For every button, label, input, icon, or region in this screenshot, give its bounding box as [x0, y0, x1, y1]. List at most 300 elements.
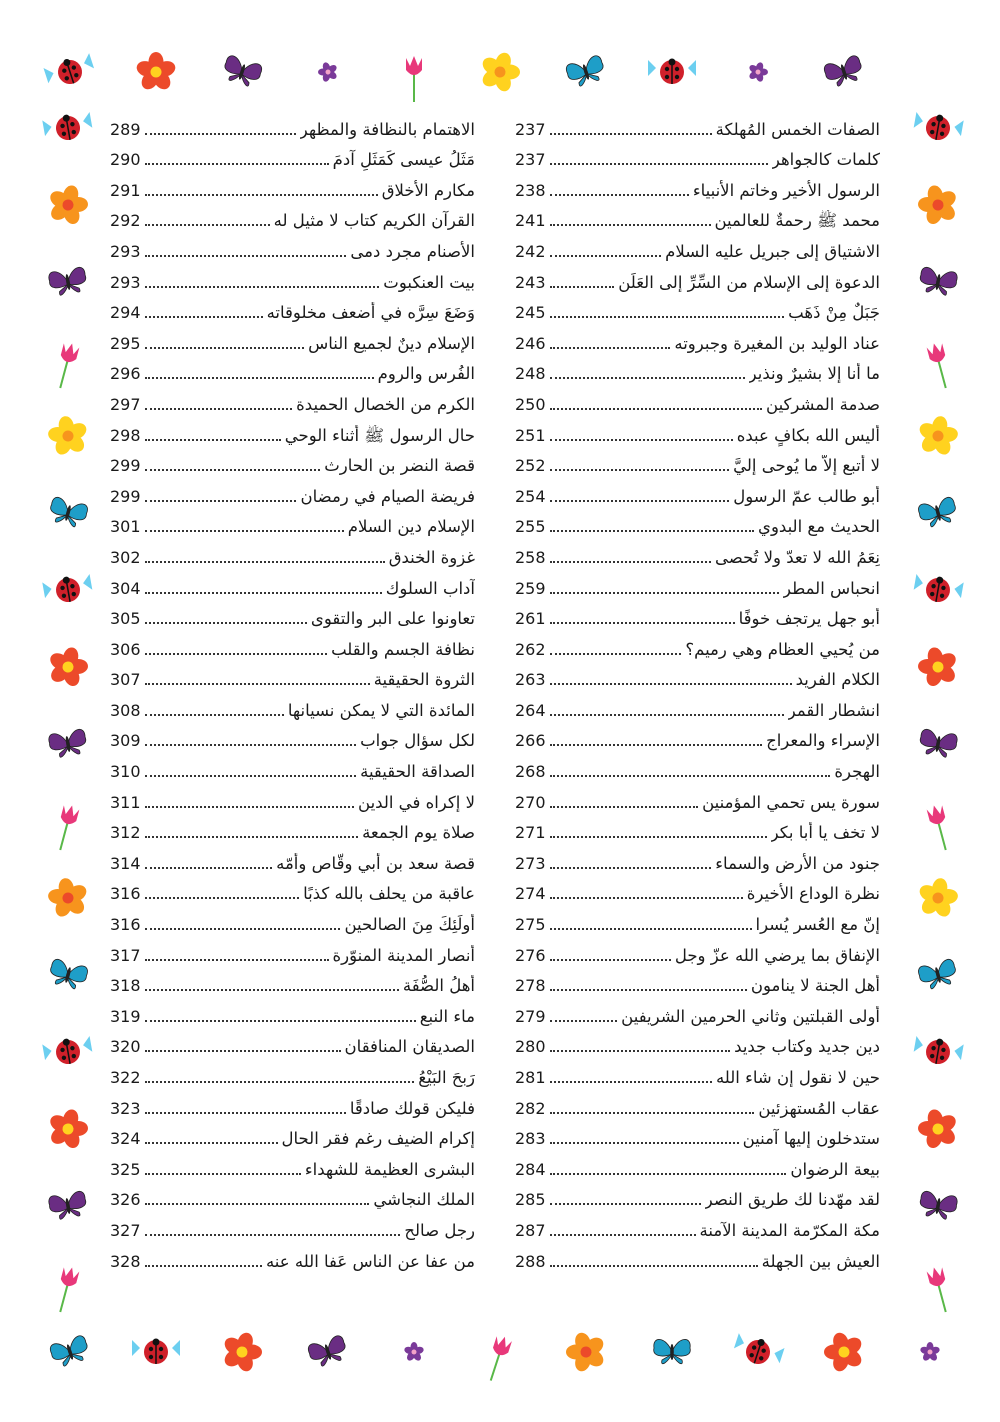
butterfly-purple-icon [48, 266, 88, 296]
toc-entry-title: الإسراء والمعراج [766, 731, 880, 751]
dot-leader [145, 1203, 370, 1205]
dot-leader [145, 224, 270, 226]
toc-entry-page: 325 [110, 1159, 141, 1179]
toc-entry [515, 143, 880, 174]
toc-column-right [515, 112, 880, 1282]
dot-leader [550, 1265, 758, 1267]
toc-entry-title: الصفات الخمس المُهلكة [715, 119, 880, 139]
toc-entry-title: أُولَئِكَ مِنَ الصالحين [344, 915, 475, 935]
toc-column-left [110, 112, 475, 1282]
toc-entry-title: ستدخلون إليها آمنين [742, 1129, 880, 1149]
flower-orange-icon [912, 180, 964, 230]
toc-entry-page: 287 [515, 1220, 546, 1240]
toc-entry-page: 328 [110, 1251, 141, 1271]
toc-entry-title: تعاونوا على البر والتقوى [310, 609, 475, 629]
dot-leader [145, 1265, 262, 1267]
toc-entry [110, 1091, 475, 1122]
toc-entry-page: 242 [515, 241, 546, 261]
dot-leader [550, 500, 730, 502]
dot-leader [550, 959, 671, 961]
toc-entry-title: جَبَلٌ مِنْ ذَهَب [788, 303, 880, 323]
toc-entry-page: 238 [515, 180, 546, 200]
toc-entry [110, 907, 475, 938]
toc-entry-page: 268 [515, 762, 546, 782]
butterfly-purple-icon [918, 1190, 958, 1220]
toc-entry [515, 1183, 880, 1214]
toc-entry [515, 387, 880, 418]
toc-entry [515, 1244, 880, 1275]
dot-leader [145, 928, 341, 930]
toc-entry-title: انشطار القمر [787, 700, 880, 720]
toc-entry-page: 281 [515, 1068, 546, 1087]
ladybug-candy-icon [43, 52, 97, 91]
toc-entry-page: 295 [110, 333, 141, 353]
toc-entry-page: 319 [110, 1006, 141, 1026]
toc-entry-title: الاهتمام بالنظافة والمظهر [299, 119, 475, 139]
flower-red-icon [42, 1104, 94, 1154]
violet-flower-icon [745, 59, 771, 85]
toc-entry-page: 261 [515, 609, 546, 629]
flower-yellow-icon [913, 875, 962, 922]
toc-entry-title: الأصنام مجرد دمى [350, 241, 475, 261]
toc-entry-title: غزوة الخندق [388, 547, 475, 567]
toc-entry-page: 290 [110, 150, 141, 170]
toc-entry-title: عناد الوليد بن المغيرة وجبروته [674, 333, 880, 353]
toc-entry-page: 294 [110, 303, 141, 323]
flower-red-icon [42, 642, 94, 692]
toc-entry [515, 571, 880, 602]
toc-entry [110, 1152, 475, 1183]
dot-leader [550, 897, 743, 899]
toc-entry [515, 234, 880, 265]
toc-entry [515, 632, 880, 663]
toc-entry [110, 1213, 475, 1244]
toc-entry [110, 1183, 475, 1214]
dot-leader [145, 255, 347, 257]
dot-leader [145, 377, 374, 379]
dot-leader [145, 133, 296, 135]
dot-leader [550, 530, 754, 532]
dot-leader [550, 1142, 739, 1144]
flower-yellow-icon [913, 413, 962, 460]
toc-entry [110, 969, 475, 1000]
dot-leader [550, 744, 763, 746]
toc-entry-title: حال الرسول ﷺ أثناء الوحي [284, 425, 475, 445]
toc-entry [515, 449, 880, 480]
toc-entry-title: لا أتبع إلاّ ما يُوحى إليَّ [733, 456, 880, 476]
toc-entry [515, 479, 880, 510]
dot-leader [550, 469, 730, 471]
dot-leader [145, 897, 300, 899]
violet-flower-icon [403, 1342, 424, 1362]
toc-entry-title: عاقبة من يحلف بالله كذبًا [303, 884, 475, 904]
toc-entry-title: الصديقان المنافقان [344, 1037, 475, 1057]
toc-entry-page: 279 [515, 1006, 546, 1026]
dot-leader [550, 561, 711, 563]
toc-entry [515, 602, 880, 633]
toc-entry-title: من عفا عن الناس عَفا الله عنه [265, 1251, 475, 1271]
ladybug-candy-icon [132, 1339, 180, 1365]
toc-entry [515, 1213, 880, 1244]
flower-orange-icon [560, 1326, 613, 1378]
dot-leader [550, 683, 792, 685]
toc-entry-title: أبو طالب عمّ الرسول [733, 486, 880, 506]
toc-entry [515, 540, 880, 571]
toc-entry-page: 297 [110, 394, 141, 414]
dot-leader [145, 286, 380, 288]
tulip-icon [926, 1265, 953, 1314]
toc-entry-title: أنصار المدينة المنوّرة [332, 945, 475, 965]
dot-leader [145, 683, 370, 685]
toc-entry [110, 234, 475, 265]
toc-entry [110, 877, 475, 908]
tulip-icon [406, 56, 422, 102]
toc-entry-title: الإسلام دينٌ لجميع الناس [308, 333, 475, 353]
butterfly-blue-icon [47, 496, 89, 529]
toc-entry-page: 320 [110, 1037, 141, 1057]
toc-entry [515, 754, 880, 785]
dot-leader [550, 1050, 731, 1052]
butterfly-purple-icon [823, 54, 865, 88]
ladybug-candy-icon [42, 1035, 94, 1068]
toc-entry-title: وَضَعَ سِرَّه في أضعف مخلوقاته [266, 303, 475, 323]
toc-entry-title: كلمات كالجواهر [771, 150, 880, 170]
toc-entry-title: من يُحيي العظام وهي رميم؟ [685, 639, 880, 659]
toc-entry [110, 143, 475, 174]
toc-entry [515, 1030, 880, 1061]
toc-entry-page: 280 [515, 1037, 546, 1057]
toc-entry-page: 273 [515, 853, 546, 873]
toc-entry-page: 278 [515, 976, 546, 996]
toc-entry-title: الثروة الحقيقية [373, 670, 475, 690]
dot-leader [550, 408, 762, 410]
toc-entry-page: 258 [515, 547, 546, 567]
dot-leader [145, 959, 329, 961]
toc-entry [515, 204, 880, 235]
ladybug-candy-icon [731, 1332, 785, 1371]
dot-leader [145, 592, 382, 594]
toc-entry [515, 816, 880, 847]
dot-leader [145, 316, 263, 318]
toc-entry-title: الهجرة [834, 762, 880, 782]
dot-leader [145, 1112, 346, 1114]
toc-entry-title: القرآن الكريم كتاب لا مثيل له [273, 211, 475, 231]
toc-entry [515, 357, 880, 388]
tulip-icon [926, 803, 953, 852]
toc-entry-title: أولى القبلتين وثاني الحرمين الشريفين [621, 1006, 880, 1026]
toc-entry-page: 307 [110, 670, 141, 690]
toc-entry-title: بيعة الرضوان [790, 1159, 880, 1179]
toc-entry-title: إنّ مع العُسر يُسرا [755, 915, 880, 935]
table-of-contents [110, 112, 880, 1282]
toc-entry-title: لكل سؤال جواب [360, 731, 475, 751]
dot-leader [145, 1234, 401, 1236]
toc-entry [110, 1060, 475, 1091]
toc-entry-title: فريضة الصيام في رمضان [300, 486, 475, 506]
toc-entry-page: 305 [110, 609, 141, 629]
dot-leader [550, 592, 779, 594]
toc-entry-page: 293 [110, 241, 141, 261]
toc-entry-title: لا إكراه في الدين [358, 792, 475, 812]
butterfly-purple-icon [307, 1334, 349, 1368]
toc-entry-title: الكرم من الخصال الحميدة [296, 394, 475, 414]
butterfly-purple-icon [918, 728, 958, 758]
toc-entry-title: عقاب المُستهزئين [758, 1098, 880, 1118]
toc-entry-page: 241 [515, 211, 546, 231]
dot-leader [145, 439, 281, 441]
toc-entry [110, 754, 475, 785]
toc-entry-page: 243 [515, 272, 546, 292]
toc-entry-title: أهل الجنة لا ينامون [750, 976, 880, 996]
toc-entry-page: 312 [110, 823, 141, 843]
dot-leader [145, 744, 357, 746]
toc-entry-page: 327 [110, 1220, 141, 1240]
ladybug-candy-icon [912, 1035, 964, 1068]
dot-leader [550, 1173, 787, 1175]
toc-entry-title: إكرام الضيف رغم فقر الحال [281, 1129, 475, 1149]
toc-entry-title: صلاة يوم الجمعة [362, 823, 475, 843]
dot-leader [550, 928, 752, 930]
toc-entry-page: 237 [515, 119, 546, 139]
toc-entry-title: أبو جهل يرتجف خوفًا [738, 609, 880, 629]
toc-entry [515, 1060, 880, 1091]
toc-entry [110, 296, 475, 327]
dot-leader [550, 622, 735, 624]
flower-red-icon [818, 1326, 871, 1378]
toc-entry-title: رَبحَ البَيْعُ [418, 1068, 475, 1087]
toc-entry-page: 264 [515, 700, 546, 720]
toc-entry [110, 1030, 475, 1061]
toc-entry-page: 245 [515, 303, 546, 323]
toc-entry [110, 387, 475, 418]
toc-entry [110, 173, 475, 204]
tulip-icon [53, 803, 80, 852]
dot-leader [145, 561, 385, 563]
toc-entry [515, 1091, 880, 1122]
toc-entry [110, 999, 475, 1030]
dot-leader [145, 408, 293, 410]
flower-red-icon [215, 1326, 268, 1378]
violet-flower-icon [919, 1342, 940, 1362]
butterfly-purple-icon [48, 1190, 88, 1220]
toc-entry-page: 324 [110, 1129, 141, 1149]
toc-entry [110, 357, 475, 388]
toc-entry-page: 274 [515, 884, 546, 904]
toc-entry-page: 309 [110, 731, 141, 751]
dot-leader [550, 714, 784, 716]
dot-leader [145, 530, 344, 532]
toc-entry-page: 299 [110, 456, 141, 476]
toc-entry-page: 301 [110, 517, 141, 537]
toc-entry-title: جنود من الأرض والسماء [715, 853, 880, 873]
toc-entry-page: 308 [110, 700, 141, 720]
toc-entry-page: 289 [110, 119, 141, 139]
dot-leader [145, 1081, 415, 1083]
toc-entry-page: 299 [110, 486, 141, 506]
toc-entry-page: 263 [515, 670, 546, 690]
toc-entry-page: 317 [110, 945, 141, 965]
toc-entry-page: 246 [515, 333, 546, 353]
toc-entry-page: 291 [110, 180, 141, 200]
toc-entry-title: الملك النجاشي [373, 1190, 475, 1210]
dot-leader [550, 836, 767, 838]
toc-entry-page: 237 [515, 150, 546, 170]
dot-leader [145, 1050, 341, 1052]
toc-entry-title: الحديث مع البدوي [758, 517, 880, 537]
dot-leader [550, 163, 768, 165]
dot-leader [550, 653, 682, 655]
toc-entry [515, 296, 880, 327]
toc-entry-title: لقد مهّدنا لك طريق النصر [704, 1190, 880, 1210]
toc-entry-title: الدعوة إلى الإسلام من السِّرِّ إلى العَلَن [618, 272, 880, 292]
dot-leader [145, 347, 305, 349]
toc-entry-title: نظرة الوداع الأخيرة [746, 884, 880, 904]
toc-entry-page: 318 [110, 976, 141, 996]
flower-red-icon [912, 1104, 964, 1154]
toc-entry [110, 418, 475, 449]
toc-entry-page: 326 [110, 1190, 141, 1210]
toc-entry-page: 306 [110, 639, 141, 659]
toc-entry-title: نِعَمُ الله لا تعدّ ولا تُحصى [715, 547, 880, 567]
toc-entry [110, 479, 475, 510]
toc-entry-title: حين لا نقول إن شاء الله [715, 1068, 880, 1087]
toc-entry-title: أهلُ الصُّفَة [402, 976, 475, 996]
toc-entry-title: انحباس المطر [782, 578, 880, 598]
toc-entry [110, 663, 475, 694]
toc-entry-page: 271 [515, 823, 546, 843]
toc-entry-title: رجل صالح [404, 1220, 475, 1240]
toc-entry-page: 252 [515, 456, 546, 476]
dot-leader [145, 500, 297, 502]
dot-leader [550, 377, 745, 379]
toc-entry-title: صدمة المشركين [766, 394, 880, 414]
tulip-icon [53, 341, 80, 390]
dot-leader [550, 1203, 701, 1205]
toc-entry-page: 316 [110, 884, 141, 904]
toc-entry-title: المائدة التي لا يمكن نسيانها [287, 700, 475, 720]
dot-leader [550, 224, 711, 226]
toc-entry [110, 1122, 475, 1153]
toc-entry-page: 296 [110, 364, 141, 384]
dot-leader [550, 194, 689, 196]
tulip-icon [926, 341, 953, 390]
dot-leader [145, 163, 329, 165]
toc-entry [515, 785, 880, 816]
ladybug-candy-icon [648, 59, 696, 85]
toc-entry-title: العيش بين الجهلة [761, 1251, 880, 1271]
toc-entry-page: 292 [110, 211, 141, 231]
dot-leader [550, 439, 733, 441]
flower-yellow-icon [44, 413, 93, 460]
toc-entry-title: مَثَلُ عيسى كَمَثَلِ آدمَ [332, 150, 475, 170]
toc-entry-page: 298 [110, 425, 141, 445]
toc-entry [110, 265, 475, 296]
toc-entry-title: ماء النبع [419, 1006, 475, 1026]
toc-entry [110, 816, 475, 847]
dot-leader [145, 469, 321, 471]
dot-leader [550, 867, 712, 869]
dot-leader [550, 1112, 755, 1114]
dot-leader [145, 989, 399, 991]
toc-entry-page: 250 [515, 394, 546, 414]
butterfly-blue-icon [917, 958, 959, 991]
butterfly-purple-icon [48, 728, 88, 758]
toc-entry-title: محمد ﷺ رحمةٌ للعالمين [714, 211, 880, 231]
toc-entry-page: 302 [110, 547, 141, 567]
butterfly-blue-icon [654, 1339, 691, 1363]
dot-leader [145, 806, 354, 808]
toc-entry-page: 262 [515, 639, 546, 659]
toc-entry-title: الرسول الأخير وخاتم الأنبياء [692, 180, 880, 200]
toc-entry-page: 323 [110, 1098, 141, 1118]
toc-entry-page: 288 [515, 1251, 546, 1271]
toc-entry [515, 969, 880, 1000]
dot-leader [550, 775, 831, 777]
toc-entry-title: نظافة الجسم والقلب [331, 639, 475, 659]
toc-entry [110, 602, 475, 633]
butterfly-blue-icon [917, 496, 959, 529]
toc-entry-title: الإسلام دين السلام [347, 517, 475, 537]
toc-entry [110, 204, 475, 235]
violet-flower-icon [315, 59, 341, 85]
tulip-icon [483, 1334, 512, 1383]
toc-entry-page: 304 [110, 578, 141, 598]
toc-entry-page: 254 [515, 486, 546, 506]
toc-entry [515, 724, 880, 755]
dot-leader [550, 286, 615, 288]
toc-entry-title: لا تخف يا أبا بكر [770, 823, 880, 843]
toc-entry-title: سورة يس تحمي المؤمنين [702, 792, 880, 812]
toc-entry [110, 846, 475, 877]
toc-entry [515, 999, 880, 1030]
toc-entry [110, 112, 475, 143]
dot-leader [550, 1081, 712, 1083]
toc-entry [110, 938, 475, 969]
toc-entry-title: أليس الله بكافٍ عبده [736, 425, 880, 445]
toc-entry-page: 283 [515, 1129, 546, 1149]
toc-entry [110, 540, 475, 571]
flower-orange-icon [44, 875, 93, 922]
toc-entry [110, 326, 475, 357]
toc-entry-page: 316 [110, 915, 141, 935]
toc-entry-page: 266 [515, 731, 546, 751]
toc-entry-page: 284 [515, 1159, 546, 1179]
toc-entry [515, 1152, 880, 1183]
dot-leader [145, 775, 357, 777]
toc-entry [515, 173, 880, 204]
toc-entry-page: 248 [515, 364, 546, 384]
toc-entry [515, 846, 880, 877]
toc-entry-title: الكلام الفريد [795, 670, 880, 690]
toc-entry [110, 785, 475, 816]
butterfly-blue-icon [49, 1334, 91, 1368]
dot-leader [550, 347, 671, 349]
toc-entry-page: 259 [515, 578, 546, 598]
toc-entry [110, 632, 475, 663]
butterfly-blue-icon [47, 958, 89, 991]
dot-leader [550, 806, 699, 808]
toc-entry [515, 693, 880, 724]
dot-leader [145, 653, 328, 655]
toc-entry [515, 907, 880, 938]
dot-leader [550, 255, 662, 257]
toc-entry-page: 311 [110, 792, 141, 812]
dot-leader [145, 714, 284, 716]
toc-entry-title: الإنفاق بما يرضي الله عزّ وجل [674, 945, 880, 965]
dot-leader [550, 989, 747, 991]
toc-entry-page: 251 [515, 425, 546, 445]
toc-entry [515, 326, 880, 357]
